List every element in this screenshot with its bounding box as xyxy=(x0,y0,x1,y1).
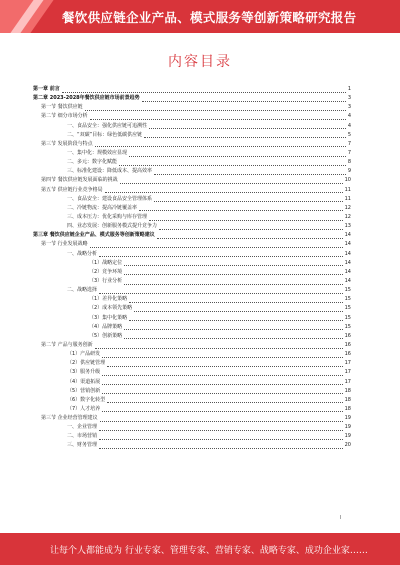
toc-entry-label: 第二节 产品与服务创新 xyxy=(41,341,93,348)
toc-entry-page: 18 xyxy=(344,396,351,403)
toc-entry-page: 20 xyxy=(344,442,351,449)
toc-entry-label: 第一节 餐饮供应链 xyxy=(41,104,83,111)
toc-entry-label: 二、“双碳”目标：绿色低碳供应链 xyxy=(67,131,143,138)
toc-leader-dots xyxy=(105,191,343,193)
toc-entry[interactable] xyxy=(33,368,351,377)
toc-entry-label: （1）战略定位 xyxy=(89,259,123,266)
toc-entry[interactable] xyxy=(33,222,351,231)
toc-leader-dots xyxy=(102,356,342,358)
report-title: 餐饮供应链企业产品、模式服务等创新策略研究报告 xyxy=(62,10,357,25)
toc-entry-page: 12 xyxy=(344,204,351,211)
toc-leader-dots xyxy=(90,246,343,248)
toc-entry-page: 14 xyxy=(344,277,351,284)
toc-entry-page: 17 xyxy=(344,360,351,367)
toc-entry-page: 14 xyxy=(344,259,351,266)
toc-entry[interactable] xyxy=(33,405,351,414)
toc-entry-label: （2）竞争环境 xyxy=(89,268,123,275)
toc-entry-label: 二、多元：数字化赋能 xyxy=(67,159,118,166)
toc-entry[interactable] xyxy=(33,149,351,158)
toc-entry-label: 第三章 餐饮供应链企业产品、模式服务等创新策略建议 xyxy=(33,232,155,239)
toc-entry[interactable] xyxy=(33,441,351,450)
toc-entry-page: 18 xyxy=(344,405,351,412)
toc-entry-label: 三、财务管理 xyxy=(67,442,98,449)
toc-entry-label: （5）创新策略 xyxy=(89,332,123,339)
toc-entry-label: 四、业态发展：创新服务模式提升竞争力 xyxy=(67,223,158,230)
toc-leader-dots xyxy=(129,155,346,157)
toc-entry-label: （4）渠道拓展 xyxy=(67,378,101,385)
toc-leader-dots xyxy=(95,145,346,147)
toc-heading: 内容目录 xyxy=(168,54,232,70)
toc-entry-page: 14 xyxy=(344,250,351,257)
toc-entry-page: 7 xyxy=(347,140,351,147)
toc-entry[interactable] xyxy=(33,204,351,213)
toc-entry[interactable] xyxy=(33,432,351,441)
toc-entry-label: 第五节 供应链行业竞争格局 xyxy=(41,186,103,193)
toc-entry-page: 5 xyxy=(347,131,351,138)
toc-leader-dots xyxy=(102,392,342,394)
toc-entry[interactable] xyxy=(33,195,351,204)
toc-leader-dots xyxy=(149,127,346,129)
toc-entry-page: 17 xyxy=(344,378,351,385)
toc-entry-page: 10 xyxy=(344,177,351,184)
toc-leader-dots xyxy=(102,374,342,376)
toc-leader-dots xyxy=(129,301,342,303)
toc-entry[interactable] xyxy=(33,259,351,268)
toc-leader-dots xyxy=(154,173,346,175)
toc-leader-dots xyxy=(129,319,342,321)
toc-entry[interactable] xyxy=(33,286,351,295)
toc-entry-label: 第一节 行业发展战略 xyxy=(41,241,88,248)
toc-entry[interactable] xyxy=(33,341,351,350)
toc-entry-page: 17 xyxy=(344,369,351,376)
toc-entry-label: 第二节 细分市场分析 xyxy=(41,113,88,120)
toc-entry-page: 15 xyxy=(344,305,351,312)
toc-leader-dots xyxy=(99,292,343,294)
toc-entry-label: （2）供应链管理 xyxy=(67,360,106,367)
toc-leader-dots xyxy=(149,219,343,221)
toc-leader-dots xyxy=(124,283,342,285)
toc-entry-page: 3 xyxy=(347,104,351,111)
table-of-contents xyxy=(33,85,351,451)
toc-leader-dots xyxy=(124,337,342,339)
toc-entry[interactable] xyxy=(33,396,351,405)
toc-entry-page: 12 xyxy=(344,213,351,220)
toc-entry-page: 16 xyxy=(344,341,351,348)
toc-entry-page: 4 xyxy=(347,122,351,129)
toc-leader-dots xyxy=(134,310,342,312)
toc-entry-label: （7）人才培养 xyxy=(67,405,101,412)
toc-entry-label: （6）数字化转型 xyxy=(67,396,106,403)
toc-entry-page: 13 xyxy=(344,223,351,230)
toc-entry[interactable] xyxy=(33,140,351,149)
toc-leader-dots xyxy=(142,100,346,102)
report-header xyxy=(0,0,400,33)
toc-entry[interactable] xyxy=(33,231,351,240)
toc-entry[interactable] xyxy=(33,332,351,341)
toc-leader-dots xyxy=(124,328,342,330)
toc-entry-label: 第三节 发展阶段与特点 xyxy=(41,140,93,147)
toc-entry-page: 1 xyxy=(347,86,351,92)
toc-entry-label: 第三节 企业经营管理建议 xyxy=(41,415,98,422)
toc-entry-label: 一、食品安全：建设食品安全管理体系 xyxy=(67,195,153,202)
toc-entry-page: 15 xyxy=(344,314,351,321)
toc-entry[interactable] xyxy=(33,158,351,167)
toc-entry[interactable] xyxy=(33,378,351,387)
toc-entry[interactable] xyxy=(33,314,351,323)
toc-entry[interactable] xyxy=(33,268,351,277)
toc-entry-page: 11 xyxy=(344,186,351,193)
toc-entry-page: 18 xyxy=(344,387,351,394)
toc-leader-dots xyxy=(124,264,342,266)
toc-leader-dots xyxy=(139,209,343,211)
toc-entry-label: （1）差异化策略 xyxy=(89,296,128,303)
toc-leader-dots xyxy=(102,410,342,412)
toc-entry-label: （3）行业分析 xyxy=(89,277,123,284)
toc-entry-page: 7 xyxy=(347,149,351,156)
toc-entry[interactable] xyxy=(33,94,351,103)
toc-entry-page: 14 xyxy=(344,232,351,239)
toc-entry-label: （3）服务升级 xyxy=(67,369,101,376)
toc-entry[interactable] xyxy=(33,112,351,121)
toc-entry[interactable] xyxy=(33,350,351,359)
toc-entry[interactable] xyxy=(33,414,351,423)
toc-entry-label: （1）产品研发 xyxy=(67,351,101,358)
toc-entry[interactable] xyxy=(33,387,351,396)
toc-leader-dots xyxy=(99,438,343,440)
toc-entry[interactable] xyxy=(33,167,351,176)
toc-entry-label: （2）成本领先策略 xyxy=(89,305,133,312)
toc-entry-label: 二、战略选择 xyxy=(67,287,98,294)
toc-leader-dots xyxy=(102,383,342,385)
toc-entry[interactable] xyxy=(33,304,351,313)
toc-leader-dots xyxy=(100,420,343,422)
toc-entry[interactable] xyxy=(33,423,351,432)
toc-entry[interactable] xyxy=(33,85,351,94)
toc-entry-label: 二、市场营销 xyxy=(67,433,98,440)
toc-entry-page: 19 xyxy=(344,433,351,440)
toc-entry-page: 19 xyxy=(344,415,351,422)
toc-entry-page: 16 xyxy=(344,332,351,339)
toc-entry-page: 3 xyxy=(347,95,351,102)
toc-entry-label: 一、企业管理 xyxy=(67,424,98,431)
toc-leader-dots xyxy=(154,200,343,202)
toc-entry-page: 15 xyxy=(344,296,351,303)
toc-entry-label: 第四节 餐饮供应链发展面临的挑战 xyxy=(41,177,118,184)
toc-entry-label: （3）集中化策略 xyxy=(89,314,128,321)
toc-entry-page: 4 xyxy=(347,113,351,120)
toc-leader-dots xyxy=(119,164,346,166)
toc-entry[interactable] xyxy=(33,176,351,185)
toc-entry[interactable] xyxy=(33,277,351,286)
toc-entry-page: 14 xyxy=(344,268,351,275)
toc-entry[interactable] xyxy=(33,323,351,332)
toc-entry-page: 9 xyxy=(347,168,351,175)
toc-leader-dots xyxy=(90,118,346,120)
toc-entry-label: 第一章 前言 xyxy=(33,86,60,92)
toc-entry-label: 一、食品安全：强化供应链可追溯性 xyxy=(67,122,148,129)
toc-entry-page: 8 xyxy=(347,159,351,166)
toc-entry-label: 二、冷链物流：提高冷链覆盖率 xyxy=(67,204,138,211)
toc-entry-page: 11 xyxy=(344,195,351,202)
page-number: I xyxy=(340,515,342,521)
toc-entry-page: 15 xyxy=(344,287,351,294)
report-footer xyxy=(0,533,400,565)
footer-slogan: 让每个人都能成为 行业专家、管理专家、营销专家、战略专家、成功企业家…… xyxy=(50,546,368,556)
toc-leader-dots xyxy=(62,91,346,93)
toc-leader-dots xyxy=(107,401,342,403)
toc-entry-label: 第二章 2023-2028年餐饮供应链市场前景趋势 xyxy=(33,95,140,102)
toc-leader-dots xyxy=(99,447,343,449)
toc-entry-label: 一、集中化：规模效应显现 xyxy=(67,149,128,156)
toc-leader-dots xyxy=(95,347,343,349)
toc-entry[interactable] xyxy=(33,122,351,131)
toc-leader-dots xyxy=(124,273,342,275)
toc-entry-label: （4）品牌策略 xyxy=(89,323,123,330)
toc-entry-page: 16 xyxy=(344,351,351,358)
toc-entry[interactable] xyxy=(33,213,351,222)
toc-entry-label: 三、标准化建设：降低成本、提高效率 xyxy=(67,168,153,175)
toc-leader-dots xyxy=(120,182,343,184)
toc-leader-dots xyxy=(99,255,343,257)
toc-leader-dots xyxy=(157,237,343,239)
toc-entry[interactable] xyxy=(33,240,351,249)
toc-leader-dots xyxy=(159,228,343,230)
toc-leader-dots xyxy=(99,429,343,431)
toc-leader-dots xyxy=(144,136,346,138)
toc-entry-label: （5）营销创新 xyxy=(67,387,101,394)
toc-leader-dots xyxy=(85,109,346,111)
toc-entry-page: 14 xyxy=(344,241,351,248)
toc-entry[interactable] xyxy=(33,250,351,259)
toc-entry[interactable] xyxy=(33,186,351,195)
toc-entry-label: 三、成本压力：优化采购与库存管理 xyxy=(67,213,148,220)
toc-leader-dots xyxy=(107,365,342,367)
toc-entry[interactable] xyxy=(33,131,351,140)
toc-entry[interactable] xyxy=(33,103,351,112)
toc-entry-page: 19 xyxy=(344,424,351,431)
toc-entry-page: 15 xyxy=(344,323,351,330)
toc-entry[interactable] xyxy=(33,295,351,304)
toc-entry-label: 一、战略分析 xyxy=(67,250,98,257)
toc-entry[interactable] xyxy=(33,359,351,368)
